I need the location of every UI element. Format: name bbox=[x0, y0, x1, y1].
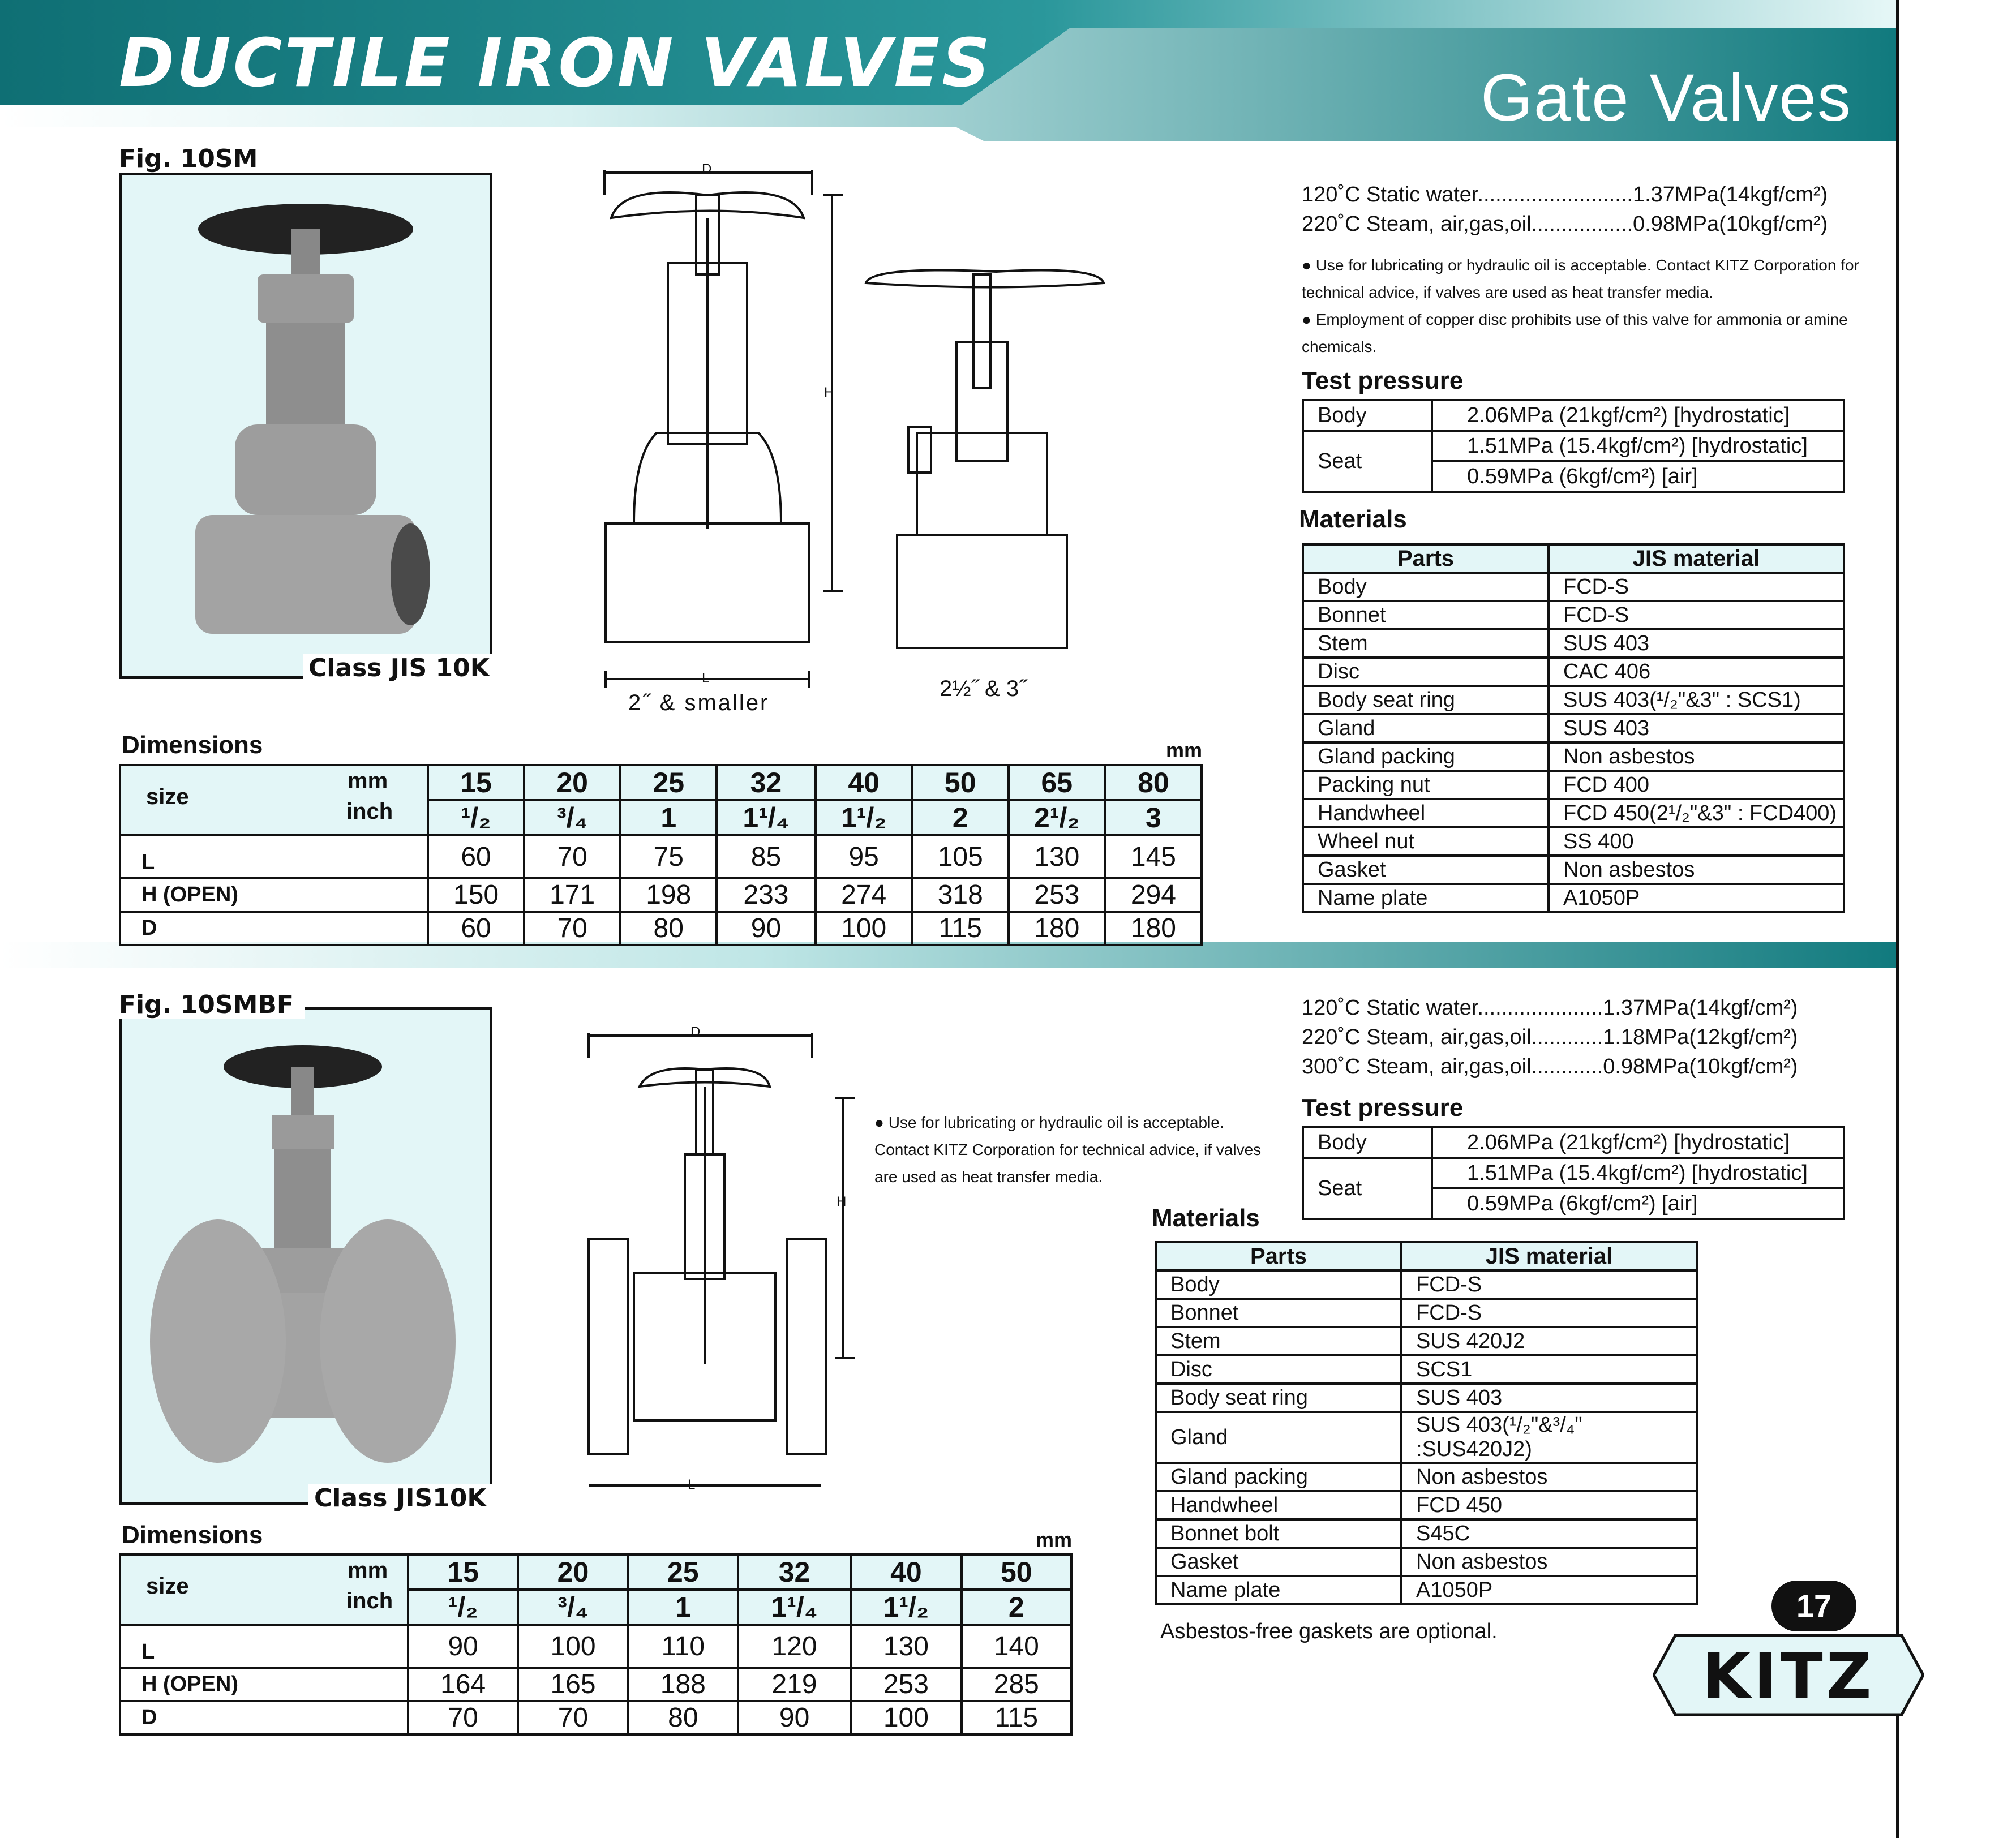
size-inch-cell: ³/₄ bbox=[518, 1590, 628, 1625]
material-row bbox=[1303, 884, 1844, 912]
size-mm-cell: 25 bbox=[620, 765, 717, 800]
material-part: Packing nut bbox=[1303, 771, 1549, 799]
drawing-dim-h: H bbox=[837, 1194, 847, 1209]
material-row bbox=[1156, 1299, 1697, 1327]
material-part: Body seat ring bbox=[1303, 686, 1549, 714]
material-spec: SUS 403(¹/₂"&³/₄" :SUS420J2) bbox=[1401, 1412, 1697, 1463]
col-parts: Parts bbox=[1303, 544, 1549, 573]
material-part: Disc bbox=[1156, 1355, 1401, 1384]
material-spec: CAC 406 bbox=[1549, 658, 1844, 686]
inch-label: inch bbox=[346, 799, 393, 824]
kitz-logo bbox=[1653, 1630, 1924, 1720]
material-row bbox=[1156, 1412, 1697, 1463]
size-header bbox=[120, 1554, 408, 1625]
page-edge bbox=[1896, 0, 2016, 1838]
material-row bbox=[1303, 714, 1844, 742]
dimension-value: 105 bbox=[912, 835, 1009, 878]
bullet-icon: ● bbox=[874, 1114, 889, 1131]
size-mm-cell: 80 bbox=[1105, 765, 1202, 800]
material-row bbox=[1156, 1327, 1697, 1355]
size-header bbox=[120, 765, 428, 835]
size-mm-cell: 32 bbox=[717, 765, 815, 800]
dimension-value: 145 bbox=[1105, 835, 1202, 878]
dimension-row bbox=[120, 1701, 1071, 1734]
bullet-icon: ● bbox=[1302, 256, 1316, 274]
dimension-value: 164 bbox=[408, 1668, 518, 1701]
note-item: ● Employment of copper disc prohibits use of this valve for ammonia or amine chemicals. bbox=[1302, 311, 1848, 355]
drawing-dim-h: H bbox=[824, 385, 834, 400]
material-part: Body bbox=[1156, 1270, 1401, 1299]
material-part: Body bbox=[1303, 573, 1549, 601]
dimensions-title: Dimensions bbox=[122, 1521, 263, 1549]
size-inch-cell: 1¹/₂ bbox=[816, 800, 912, 835]
material-part: Name plate bbox=[1156, 1576, 1401, 1604]
dimension-value: 90 bbox=[408, 1625, 518, 1668]
dimension-value: 85 bbox=[717, 835, 815, 878]
dimension-value: 171 bbox=[524, 878, 620, 912]
dimension-value: 100 bbox=[816, 912, 912, 945]
tp-seat-value: 1.51MPa (15.4kgf/cm²) [hydrostatic] bbox=[1432, 431, 1844, 461]
materials-table-10smbf bbox=[1155, 1241, 1698, 1605]
test-pressure-title: Test pressure bbox=[1302, 1094, 1464, 1122]
dimension-value: 95 bbox=[816, 835, 912, 878]
dimension-value: 219 bbox=[738, 1668, 851, 1701]
material-spec: FCD-S bbox=[1401, 1299, 1697, 1327]
size-mm-cell: 65 bbox=[1009, 765, 1105, 800]
dimension-value: 100 bbox=[518, 1625, 628, 1668]
materials-title: Materials bbox=[1299, 505, 1407, 533]
valve-photo-10smbf bbox=[119, 1007, 492, 1505]
tp-body-value: 2.06MPa (21kgf/cm²) [hydrostatic] bbox=[1432, 1127, 1844, 1158]
size-mm-cell: 40 bbox=[851, 1554, 961, 1590]
dimension-row bbox=[120, 1668, 1071, 1701]
page-number: 17 bbox=[1771, 1581, 1856, 1631]
material-row bbox=[1303, 629, 1844, 658]
size-mm-cell: 15 bbox=[428, 765, 524, 800]
material-part: Stem bbox=[1156, 1327, 1401, 1355]
material-row bbox=[1303, 573, 1844, 601]
dimension-value: 70 bbox=[408, 1701, 518, 1734]
drawing-caption-small: 2˝ & smaller bbox=[628, 690, 770, 715]
rating-line: 120˚C Static water.....................1.37MPa(14kgf/cm²) bbox=[1302, 996, 1798, 1020]
dimension-value: 165 bbox=[518, 1668, 628, 1701]
material-part: Gland packing bbox=[1156, 1463, 1401, 1491]
inch-label: inch bbox=[346, 1588, 393, 1613]
material-row bbox=[1303, 827, 1844, 856]
size-inch-cell: 1¹/₄ bbox=[738, 1590, 851, 1625]
technical-drawing-10smbf bbox=[583, 1024, 866, 1505]
material-part: Handwheel bbox=[1303, 799, 1549, 827]
tp-seat-label: Seat bbox=[1303, 1158, 1432, 1219]
material-row bbox=[1303, 686, 1844, 714]
dimension-label: H (OPEN) bbox=[120, 878, 428, 912]
material-spec: FCD-S bbox=[1549, 601, 1844, 629]
mm-label: mm bbox=[348, 768, 388, 793]
materials-title: Materials bbox=[1152, 1204, 1260, 1232]
technical-drawing-10sm bbox=[600, 161, 1121, 716]
rating-line: 220˚C Steam, air,gas,oil............1.18MPa(12kgf/cm²) bbox=[1302, 1025, 1798, 1049]
figure-label-10smbf: Fig. 10SMBF bbox=[119, 990, 305, 1019]
material-row bbox=[1156, 1548, 1697, 1576]
size-inch-cell: ³/₄ bbox=[524, 800, 620, 835]
material-part: Body seat ring bbox=[1156, 1384, 1401, 1412]
valve-drawing-icon bbox=[600, 161, 1121, 716]
size-mm-cell: 40 bbox=[816, 765, 912, 800]
note-item: ● Use for lubricating or hydraulic oil is acceptable. Contact KITZ Corporation for technical advice, if valves are used as heat transfer media. bbox=[1302, 256, 1859, 301]
dimension-value: 140 bbox=[962, 1625, 1071, 1668]
dimension-value: 115 bbox=[962, 1701, 1071, 1734]
valve-photo-icon bbox=[122, 1010, 490, 1502]
material-row bbox=[1156, 1491, 1697, 1519]
dimension-value: 285 bbox=[962, 1668, 1071, 1701]
dimension-value: 115 bbox=[912, 912, 1009, 945]
material-row bbox=[1156, 1519, 1697, 1548]
dimension-value: 274 bbox=[816, 878, 912, 912]
material-part: Gland bbox=[1156, 1412, 1401, 1463]
tp-seat-value: 0.59MPa (6kgf/cm²) [air] bbox=[1432, 461, 1844, 492]
rating-line: 120˚C Static water..........................1.37MPa(14kgf/cm²) bbox=[1302, 183, 1828, 207]
dimension-value: 233 bbox=[717, 878, 815, 912]
material-part: Bonnet bbox=[1303, 601, 1549, 629]
dimensions-unit: mm bbox=[1036, 1528, 1073, 1551]
material-spec: A1050P bbox=[1401, 1576, 1697, 1604]
dimension-value: 130 bbox=[1009, 835, 1105, 878]
dimension-value: 253 bbox=[851, 1668, 961, 1701]
material-spec: SS 400 bbox=[1549, 827, 1844, 856]
dimension-label: L bbox=[120, 835, 428, 878]
size-inch-cell: 2 bbox=[912, 800, 1009, 835]
dimension-label: D bbox=[120, 912, 428, 945]
material-spec: Non asbestos bbox=[1401, 1463, 1697, 1491]
size-inch-cell: 1¹/₂ bbox=[851, 1590, 961, 1625]
dimension-label: H (OPEN) bbox=[120, 1668, 408, 1701]
col-parts: Parts bbox=[1156, 1242, 1401, 1270]
dimension-value: 180 bbox=[1009, 912, 1105, 945]
dimension-value: 70 bbox=[518, 1701, 628, 1734]
dimension-value: 60 bbox=[428, 912, 524, 945]
material-spec: A1050P bbox=[1549, 884, 1844, 912]
drawing-caption-large: 2½˝ & 3˝ bbox=[940, 676, 1027, 701]
dimension-row bbox=[120, 1625, 1071, 1668]
material-part: Gland bbox=[1303, 714, 1549, 742]
dimension-value: 198 bbox=[620, 878, 717, 912]
materials-footnote: Asbestos-free gaskets are optional. bbox=[1160, 1620, 1498, 1643]
material-spec: SUS 403 bbox=[1549, 714, 1844, 742]
material-row bbox=[1156, 1384, 1697, 1412]
dimension-value: 100 bbox=[851, 1701, 961, 1734]
size-inch-cell: ¹/₂ bbox=[428, 800, 524, 835]
dimension-value: 180 bbox=[1105, 912, 1202, 945]
material-spec: FCD 400 bbox=[1549, 771, 1844, 799]
rating-line: 300˚C Steam, air,gas,oil............0.98MPa(10kgf/cm²) bbox=[1302, 1055, 1798, 1079]
material-spec: FCD-S bbox=[1549, 573, 1844, 601]
rating-line: 220˚C Steam, air,gas,oil.................0.98MPa(10kgf/cm²) bbox=[1302, 212, 1828, 236]
dimension-value: 75 bbox=[620, 835, 717, 878]
dimension-value: 80 bbox=[620, 912, 717, 945]
dimension-value: 80 bbox=[628, 1701, 738, 1734]
drawing-dim-l: L bbox=[702, 671, 710, 686]
size-mm-cell: 32 bbox=[738, 1554, 851, 1590]
figure-label-10sm: Fig. 10SM bbox=[119, 144, 269, 173]
dimension-value: 188 bbox=[628, 1668, 738, 1701]
material-row bbox=[1303, 856, 1844, 884]
material-row bbox=[1156, 1355, 1697, 1384]
material-spec: Non asbestos bbox=[1549, 856, 1844, 884]
valve-photo-10sm bbox=[119, 173, 492, 679]
dimension-row bbox=[120, 835, 1202, 878]
notes-10sm bbox=[1302, 252, 1862, 360]
dimension-value: 294 bbox=[1105, 878, 1202, 912]
dimension-label: L bbox=[120, 1625, 408, 1668]
material-part: Wheel nut bbox=[1303, 827, 1549, 856]
material-spec: SUS 403 bbox=[1549, 629, 1844, 658]
dimension-value: 90 bbox=[717, 912, 815, 945]
dimension-value: 110 bbox=[628, 1625, 738, 1668]
material-spec: SUS 420J2 bbox=[1401, 1327, 1697, 1355]
note-item: ● Use for lubricating or hydraulic oil is acceptable. Contact KITZ Corporation for technical advice, if valves are used as heat transfer media. bbox=[874, 1114, 1262, 1186]
size-inch-cell: 1¹/₄ bbox=[717, 800, 815, 835]
material-part: Gasket bbox=[1156, 1548, 1401, 1576]
material-spec: FCD 450 bbox=[1401, 1491, 1697, 1519]
dimension-value: 253 bbox=[1009, 878, 1105, 912]
tp-body-value: 2.06MPa (21kgf/cm²) [hydrostatic] bbox=[1432, 400, 1844, 431]
size-inch-cell: 3 bbox=[1105, 800, 1202, 835]
size-inch-cell: 1 bbox=[628, 1590, 738, 1625]
dimension-value: 90 bbox=[738, 1701, 851, 1734]
material-spec: FCD-S bbox=[1401, 1270, 1697, 1299]
page-title: Gate Valves bbox=[1480, 61, 1852, 135]
dimensions-unit: mm bbox=[1166, 738, 1203, 762]
bullet-icon: ● bbox=[1302, 311, 1316, 328]
dimensions-title: Dimensions bbox=[122, 731, 263, 759]
tp-body-label: Body bbox=[1303, 1127, 1432, 1158]
material-row bbox=[1156, 1576, 1697, 1604]
col-jis: JIS material bbox=[1401, 1242, 1697, 1270]
dimension-value: 70 bbox=[524, 912, 620, 945]
dimension-value: 120 bbox=[738, 1625, 851, 1668]
dimension-row bbox=[120, 878, 1202, 912]
material-part: Disc bbox=[1303, 658, 1549, 686]
size-label: size bbox=[146, 1574, 189, 1599]
material-spec: SCS1 bbox=[1401, 1355, 1697, 1384]
dimensions-table-10sm bbox=[119, 764, 1203, 946]
material-part: Name plate bbox=[1303, 884, 1549, 912]
mm-label: mm bbox=[348, 1558, 388, 1583]
test-pressure-title: Test pressure bbox=[1302, 367, 1464, 394]
material-part: Bonnet bbox=[1156, 1299, 1401, 1327]
material-spec: S45C bbox=[1401, 1519, 1697, 1548]
material-spec: SUS 403(¹/₂"&3" : SCS1) bbox=[1549, 686, 1844, 714]
size-mm-cell: 15 bbox=[408, 1554, 518, 1590]
size-mm-cell: 50 bbox=[962, 1554, 1071, 1590]
size-mm-cell: 50 bbox=[912, 765, 1009, 800]
material-row bbox=[1303, 658, 1844, 686]
size-inch-cell: ¹/₂ bbox=[408, 1590, 518, 1625]
class-label-10sm: Class JIS 10K bbox=[303, 654, 495, 682]
materials-table-10sm bbox=[1302, 543, 1845, 913]
material-part: Gasket bbox=[1303, 856, 1549, 884]
dimension-value: 150 bbox=[428, 878, 524, 912]
col-jis: JIS material bbox=[1549, 544, 1844, 573]
dimension-value: 318 bbox=[912, 878, 1009, 912]
material-row bbox=[1156, 1270, 1697, 1299]
material-spec: FCD 450(2¹/₂"&3" : FCD400) bbox=[1549, 799, 1844, 827]
dimensions-table-10smbf bbox=[119, 1553, 1073, 1736]
notes-10smbf bbox=[874, 1109, 1271, 1191]
valve-drawing-icon bbox=[583, 1024, 866, 1505]
dimension-value: 130 bbox=[851, 1625, 961, 1668]
valve-photo-icon bbox=[122, 175, 490, 676]
material-spec: SUS 403 bbox=[1401, 1384, 1697, 1412]
drawing-dim-d: D bbox=[690, 1024, 701, 1040]
size-label: size bbox=[146, 784, 189, 809]
service-ratings-10smbf bbox=[1302, 993, 1798, 1081]
material-spec: Non asbestos bbox=[1401, 1548, 1697, 1576]
tp-seat-label: Seat bbox=[1303, 431, 1432, 492]
test-pressure-table-10sm bbox=[1302, 399, 1845, 493]
brand-name: KITZ bbox=[1702, 1640, 1875, 1712]
dimension-value: 70 bbox=[524, 835, 620, 878]
material-row bbox=[1156, 1463, 1697, 1491]
dimension-label: D bbox=[120, 1701, 408, 1734]
size-inch-cell: 2 bbox=[962, 1590, 1071, 1625]
service-ratings-10sm bbox=[1302, 180, 1828, 239]
material-row bbox=[1303, 601, 1844, 629]
tp-body-label: Body bbox=[1303, 400, 1432, 431]
size-mm-cell: 20 bbox=[518, 1554, 628, 1590]
tp-seat-value: 1.51MPa (15.4kgf/cm²) [hydrostatic] bbox=[1432, 1158, 1844, 1188]
material-part: Stem bbox=[1303, 629, 1549, 658]
series-title: DUCTILE IRON VALVES bbox=[119, 24, 993, 102]
material-part: Bonnet bolt bbox=[1156, 1519, 1401, 1548]
dimension-row bbox=[120, 912, 1202, 945]
material-row bbox=[1303, 771, 1844, 799]
size-mm-cell: 25 bbox=[628, 1554, 738, 1590]
tp-seat-value: 0.59MPa (6kgf/cm²) [air] bbox=[1432, 1188, 1844, 1219]
class-label-10smbf: Class JIS10K bbox=[308, 1484, 492, 1513]
test-pressure-table-10smbf bbox=[1302, 1126, 1845, 1220]
drawing-dim-d: D bbox=[702, 161, 712, 177]
size-inch-cell: 1 bbox=[620, 800, 717, 835]
material-part: Gland packing bbox=[1303, 742, 1549, 771]
material-spec: Non asbestos bbox=[1549, 742, 1844, 771]
dimension-value: 60 bbox=[428, 835, 524, 878]
material-row bbox=[1303, 799, 1844, 827]
material-row bbox=[1303, 742, 1844, 771]
size-mm-cell: 20 bbox=[524, 765, 620, 800]
material-part: Handwheel bbox=[1156, 1491, 1401, 1519]
drawing-dim-l: L bbox=[688, 1477, 696, 1492]
size-inch-cell: 2¹/₂ bbox=[1009, 800, 1105, 835]
